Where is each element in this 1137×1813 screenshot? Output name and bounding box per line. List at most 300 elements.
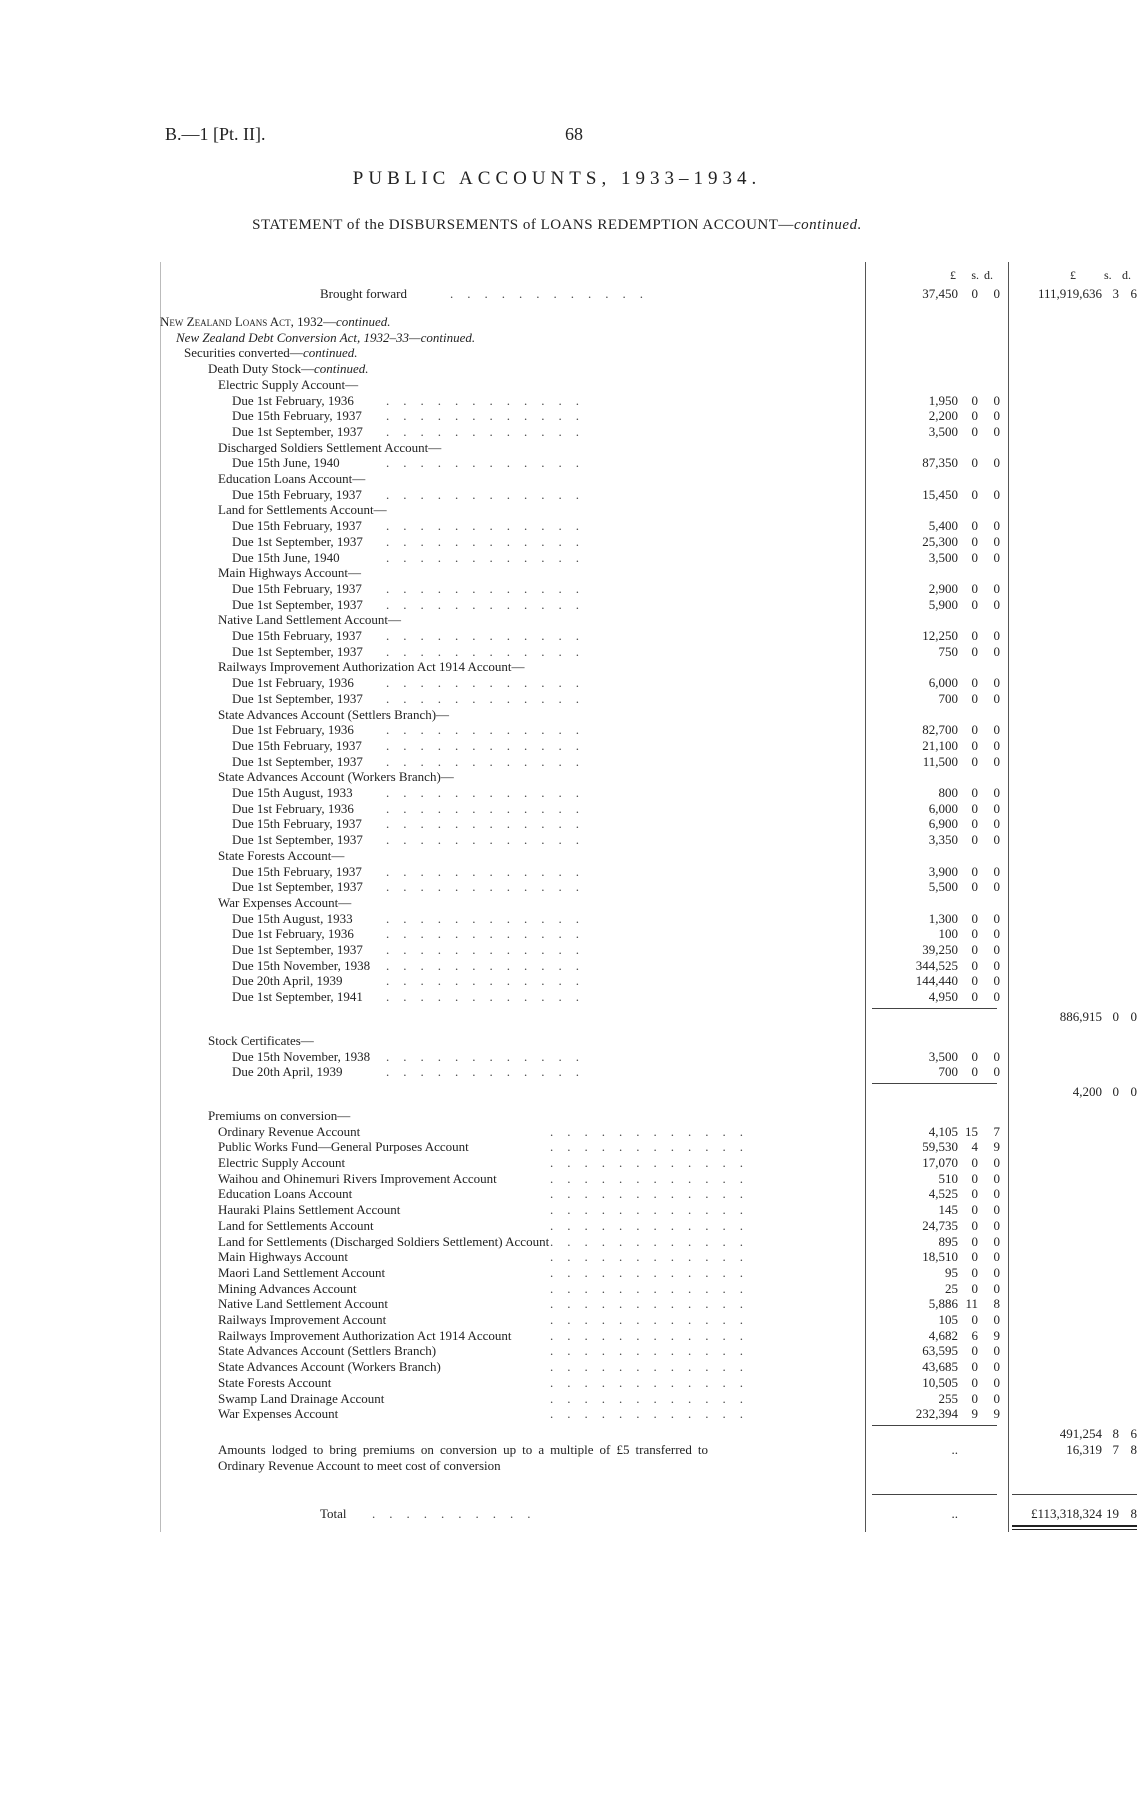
- table-row: [160, 1139, 1000, 1155]
- amount-pence: 0: [993, 816, 1000, 832]
- amount-pounds: 5,900: [928, 596, 958, 612]
- amount-pounds: 1,300: [928, 910, 958, 926]
- amount-pounds: 3,900: [928, 863, 958, 879]
- table-row: [160, 1390, 1000, 1407]
- table-row: [160, 518, 1000, 534]
- leader-dots: ............: [550, 1155, 757, 1170]
- row-label: Due 1st September, 1937: [232, 832, 363, 848]
- section-heading: [160, 440, 977, 456]
- amount-shillings: 0: [971, 722, 978, 738]
- row-label: Due 15th June, 1940: [232, 455, 340, 471]
- amount-pence: 0: [993, 423, 1000, 439]
- amount-pence: 0: [993, 800, 1000, 816]
- amount-pounds: 95: [945, 1264, 958, 1280]
- amount-shillings: 4: [971, 1139, 978, 1155]
- amount-pence: 0: [993, 486, 1000, 502]
- amount-pounds: 4,105: [928, 1123, 958, 1139]
- amount-pence: 0: [993, 1390, 1000, 1406]
- row-label: State Advances Account (Workers Branch): [218, 1359, 441, 1375]
- amount-pence: 9: [993, 1139, 1000, 1155]
- row-label: Waihou and Ohinemuri Rivers Improvement Account: [218, 1170, 497, 1186]
- amount-shillings: 0: [971, 863, 978, 879]
- table-row: [160, 1296, 1000, 1312]
- row-label: Main Highways Account—: [218, 565, 361, 581]
- amount-shillings: 0: [971, 832, 978, 848]
- amount-pence: 0: [993, 518, 1000, 534]
- amount-shillings: 15: [965, 1123, 978, 1139]
- table-row: [160, 1048, 1000, 1065]
- row-label: Due 1st February, 1936: [232, 800, 354, 816]
- row-label: Due 20th April, 1939: [232, 1064, 343, 1080]
- leader-dots: ............: [386, 392, 593, 408]
- amount-pounds: 232,394: [915, 1406, 958, 1422]
- leader-dots: ............: [550, 1264, 757, 1280]
- row-label: Due 15th November, 1938: [232, 957, 371, 973]
- total-rule-a: [872, 1494, 997, 1495]
- amount-pounds: 510: [938, 1170, 958, 1186]
- amount-pounds: 18,510: [922, 1249, 958, 1265]
- row-label: Due 1st September, 1937: [232, 423, 363, 439]
- amount-pence: 0: [993, 1064, 1000, 1080]
- row-label: Due 1st September, 1937: [232, 596, 363, 612]
- table-row: [160, 1359, 1000, 1375]
- amount-pounds: 12,250: [922, 628, 958, 643]
- lodged-a-dots: ..: [951, 1442, 958, 1457]
- table-row: [160, 486, 1000, 503]
- row-label: Due 15th February, 1937: [232, 486, 362, 502]
- subtotal-pounds: 491,254: [1059, 1426, 1102, 1442]
- row-label: Due 1st September, 1941: [232, 989, 363, 1005]
- amount-pounds: 6,900: [928, 816, 958, 832]
- lodged-b-pounds: 16,319: [1066, 1442, 1102, 1457]
- amount-shillings: 0: [971, 675, 978, 691]
- row-label: War Expenses Account—: [218, 894, 352, 910]
- total-double-rule: [1012, 1525, 1137, 1527]
- amount-pounds: 3,350: [928, 832, 958, 848]
- lodged-text: Amounts lodged to bring premiums on conversion up to a multiple of £5 transferred to Ordinary Revenue Account to meet cost of conversion: [218, 1442, 708, 1473]
- amount-pence: 9: [993, 1327, 1000, 1343]
- bf-a-shillings: 0: [971, 286, 978, 301]
- amount-pence: 0: [993, 392, 1000, 408]
- table-row: [160, 1343, 1000, 1359]
- continued-label: continued.: [336, 314, 391, 329]
- leader-dots: ............: [386, 785, 593, 800]
- amount-shillings: 0: [971, 910, 978, 926]
- row-label: Discharged Soldiers Settlement Account—: [218, 439, 442, 455]
- leader-dots: ............: [386, 1064, 593, 1080]
- row-label: Ordinary Revenue Account: [218, 1123, 361, 1139]
- amount-pounds: 144,440: [915, 973, 958, 989]
- row-label: State Forests Account: [218, 1374, 332, 1390]
- amount-pounds: 4,950: [928, 989, 958, 1005]
- leader-dots: ............: [386, 486, 593, 502]
- leader-dots: ............: [386, 816, 593, 832]
- statement-table: [160, 262, 1137, 1532]
- table-row: [160, 957, 1000, 974]
- leader-dots: ............: [550, 1327, 757, 1343]
- table-row: [160, 1374, 1000, 1391]
- section-heading: [160, 769, 977, 785]
- table-row: [160, 690, 1000, 707]
- leader-dots: ............: [386, 549, 593, 565]
- amount-shillings: 0: [971, 690, 978, 706]
- row-label: Railways Improvement Authorization Act 1914 Account—: [218, 659, 525, 675]
- total-b-shillings: 19: [1106, 1506, 1119, 1521]
- leader-dots: ............: [386, 926, 593, 942]
- leader-dots: ............: [386, 580, 593, 596]
- leader-dots: ............: [550, 1280, 757, 1296]
- subtotal-shillings: 0: [1112, 1009, 1119, 1025]
- leader-dots: ............: [550, 1186, 757, 1202]
- row-label: State Advances Account (Workers Branch)—: [218, 769, 454, 785]
- amount-pounds: 43,685: [922, 1359, 958, 1375]
- amount-pounds: 3,500: [928, 549, 958, 565]
- table-row: [160, 1264, 1000, 1281]
- leader-dots: ............: [386, 737, 593, 753]
- row-label: Public Works Fund—General Purposes Account: [218, 1139, 469, 1155]
- section-heading: [160, 361, 977, 377]
- leader-dots: ............: [450, 286, 657, 301]
- subtotal-shillings: 8: [1112, 1426, 1119, 1442]
- amount-shillings: 0: [971, 785, 978, 800]
- leader-dots: ............: [386, 628, 593, 643]
- amount-pence: 0: [993, 628, 1000, 643]
- row-label: Due 20th April, 1939: [232, 973, 343, 989]
- brought-forward-row: [160, 286, 1137, 302]
- amount-pounds: 6,000: [928, 800, 958, 816]
- row-label: War Expenses Account: [218, 1406, 339, 1422]
- amount-pence: 0: [993, 408, 1000, 424]
- row-label: Due 15th August, 1933: [232, 910, 353, 926]
- bf-b-pence: 6: [1130, 286, 1137, 301]
- amount-pounds: 11,500: [922, 753, 958, 769]
- amount-pence: 0: [993, 1374, 1000, 1390]
- row-label: New Zealand Debt Conversion Act, 1932–33—continued.: [176, 329, 476, 345]
- leader-dots: ............: [550, 1249, 757, 1265]
- table-row: [160, 942, 1000, 958]
- table-row: [160, 1186, 1000, 1202]
- amount-pence: 0: [993, 1312, 1000, 1327]
- amount-shillings: 0: [971, 737, 978, 753]
- row-label: Electric Supply Account: [218, 1155, 346, 1170]
- section-heading: [160, 502, 977, 518]
- row-label: Securities converted—: [184, 345, 303, 361]
- bf-b-pounds: 111,919,636: [1037, 286, 1102, 301]
- amount-pence: 0: [993, 863, 1000, 879]
- amount-shillings: 0: [971, 942, 978, 957]
- amount-shillings: 0: [971, 1217, 978, 1233]
- amount-pence: 0: [993, 973, 1000, 989]
- continued-label: continued.: [303, 345, 358, 361]
- amount-shillings: 0: [971, 753, 978, 769]
- amount-shillings: 0: [971, 628, 978, 643]
- leader-dots: ............: [386, 879, 593, 895]
- leader-dots: ............: [386, 1048, 593, 1064]
- amount-shillings: 0: [971, 643, 978, 659]
- row-label: Education Loans Account: [218, 1186, 353, 1202]
- amount-pence: 0: [993, 596, 1000, 612]
- table-row: [160, 533, 1000, 550]
- amount-pence: 0: [993, 737, 1000, 753]
- total-double-rule-2: [1012, 1529, 1137, 1530]
- amount-pounds: 700: [938, 690, 958, 706]
- amount-pence: 0: [993, 1155, 1000, 1170]
- amount-pence: 0: [993, 722, 1000, 738]
- amount-pence: 0: [993, 1170, 1000, 1186]
- amount-pounds: 895: [938, 1233, 958, 1249]
- row-label: Due 15th November, 1938: [232, 1048, 371, 1064]
- table-row: [160, 1064, 1000, 1080]
- row-label: State Advances Account (Settlers Branch): [218, 1343, 437, 1359]
- amount-pounds: 344,525: [915, 957, 958, 973]
- amount-pounds: 6,000: [928, 675, 958, 691]
- leader-dots: ............: [386, 675, 593, 691]
- table-row: [160, 1217, 1000, 1234]
- amount-pence: 0: [993, 690, 1000, 706]
- section-heading: [160, 345, 977, 361]
- table-row: [160, 879, 1000, 895]
- amount-shillings: 0: [971, 957, 978, 973]
- amount-shillings: 0: [971, 1249, 978, 1265]
- amount-shillings: 0: [971, 1064, 978, 1080]
- amount-shillings: 0: [971, 1280, 978, 1296]
- leader-dots: ............: [550, 1202, 757, 1218]
- col-pounds-a: £: [950, 268, 956, 282]
- row-label: Due 1st September, 1937: [232, 690, 363, 706]
- leader-dots: ............: [386, 753, 593, 769]
- leader-dots: ............: [386, 973, 593, 989]
- table-row: [160, 753, 1000, 770]
- row-label: Due 15th February, 1937: [232, 816, 362, 832]
- amount-pence: 9: [993, 1406, 1000, 1422]
- row-label: Due 1st September, 1937: [232, 533, 363, 549]
- row-label: Native Land Settlement Account—: [218, 612, 402, 628]
- amount-pounds: 750: [938, 643, 958, 659]
- section-heading: [160, 565, 977, 581]
- subtotal-row: [160, 1084, 1137, 1100]
- row-label: Premiums on conversion—: [208, 1107, 351, 1123]
- col-shillings-b: s.: [1104, 268, 1112, 282]
- leader-dots: ............: [550, 1390, 757, 1406]
- amount-pounds: 700: [938, 1064, 958, 1080]
- amount-pence: 0: [993, 1343, 1000, 1359]
- amount-pence: 0: [993, 879, 1000, 895]
- section-heading: [160, 895, 977, 911]
- leader-dots: ............: [386, 989, 593, 1005]
- table-row: [160, 675, 1000, 691]
- row-label: Hauraki Plains Settlement Account: [218, 1202, 401, 1218]
- amount-pounds: 25: [945, 1280, 958, 1296]
- page-title: PUBLIC ACCOUNTS, 1933–1934.: [352, 168, 762, 189]
- amount-pence: 0: [993, 753, 1000, 769]
- amount-shillings: 0: [971, 1186, 978, 1202]
- subtotal-row: [160, 1009, 1137, 1025]
- amount-shillings: 0: [971, 973, 978, 989]
- subtotal-shillings: 0: [1112, 1084, 1119, 1100]
- amount-pence: 0: [993, 1280, 1000, 1296]
- amount-shillings: 0: [971, 1312, 978, 1327]
- row-label: Maori Land Settlement Account: [218, 1264, 386, 1280]
- leader-dots: ............: [550, 1312, 757, 1327]
- table-row: [160, 800, 1000, 817]
- table-row: [160, 816, 1000, 832]
- row-label: Due 15th February, 1937: [232, 628, 362, 643]
- leader-dots: ............: [386, 423, 593, 439]
- row-label: Due 1st September, 1937: [232, 942, 363, 957]
- total-label: Total: [320, 1506, 347, 1521]
- amount-pounds: 25,300: [922, 533, 958, 549]
- table-row: [160, 643, 1000, 660]
- amount-shillings: 9: [971, 1406, 978, 1422]
- amount-pence: 0: [993, 926, 1000, 942]
- table-row: [160, 737, 1000, 754]
- amount-shillings: 0: [971, 533, 978, 549]
- section-heading: [160, 1033, 977, 1049]
- total-b-pounds: £113,318,324: [1030, 1506, 1102, 1521]
- amount-pounds: 5,886: [928, 1296, 958, 1312]
- lodged-b-shillings: 7: [1112, 1442, 1119, 1457]
- amount-pounds: 39,250: [922, 942, 958, 957]
- amount-pounds: 10,505: [922, 1374, 958, 1390]
- amount-pence: 0: [993, 1186, 1000, 1202]
- table-row: [160, 1170, 1000, 1187]
- amount-shillings: 0: [971, 1343, 978, 1359]
- row-label: Due 15th February, 1937: [232, 408, 362, 424]
- amount-pence: 0: [993, 910, 1000, 926]
- leader-dots: ............: [550, 1123, 757, 1139]
- row-label: Main Highways Account: [218, 1249, 348, 1265]
- amount-shillings: 6: [971, 1327, 978, 1343]
- row-label: Due 1st September, 1937: [232, 879, 363, 895]
- subtotal-pence: 0: [1130, 1009, 1137, 1025]
- table-row: [160, 1123, 1000, 1140]
- row-label: Due 1st September, 1937: [232, 753, 363, 769]
- section-heading: [160, 377, 977, 393]
- table-row: [160, 580, 1000, 597]
- amount-pounds: 15,450: [922, 486, 958, 502]
- amount-pence: 0: [993, 957, 1000, 973]
- statement-subtitle: [0, 217, 1114, 234]
- table-row: [160, 785, 1000, 801]
- amount-pounds: 145: [938, 1202, 958, 1218]
- leader-dots: ............: [386, 643, 593, 659]
- amount-pence: 0: [993, 832, 1000, 848]
- table-row: [160, 628, 1000, 644]
- col-pence-b: d.: [1122, 268, 1131, 282]
- amount-shillings: 0: [971, 1170, 978, 1186]
- amount-pounds: 105: [938, 1312, 958, 1327]
- section-heading: [160, 707, 977, 723]
- table-row: [160, 549, 1000, 566]
- section-heading: [160, 330, 977, 346]
- amount-pounds: 63,595: [922, 1343, 958, 1359]
- leader-dots: ............: [550, 1343, 757, 1359]
- row-label: Education Loans Account—: [218, 471, 366, 486]
- section-heading: [160, 314, 977, 330]
- table-row: [160, 1233, 1000, 1250]
- section-heading: [160, 471, 977, 487]
- amount-shillings: 0: [971, 455, 978, 471]
- row-label: Due 1st February, 1936: [232, 392, 354, 408]
- table-row: [160, 926, 1000, 942]
- amount-pence: 0: [993, 1249, 1000, 1265]
- amount-pounds: 3,500: [928, 1048, 958, 1064]
- amount-shillings: 0: [971, 423, 978, 439]
- amount-shillings: 0: [971, 486, 978, 502]
- amount-pence: 0: [993, 1233, 1000, 1249]
- row-label: Land for Settlements Account—: [218, 502, 387, 518]
- amount-pounds: 100: [938, 926, 958, 942]
- total-row: [160, 1506, 1137, 1522]
- subtitle-continued: continued.: [793, 217, 862, 233]
- amount-shillings: 0: [971, 879, 978, 895]
- leader-dots: ............: [550, 1359, 757, 1375]
- section-heading: [160, 659, 977, 675]
- leader-dots: ............: [550, 1233, 757, 1249]
- amount-pounds: 4,525: [928, 1186, 958, 1202]
- subtotal-pounds: 886,915: [1059, 1009, 1102, 1025]
- table-row: [160, 973, 1000, 989]
- table-row: [160, 1406, 1000, 1422]
- leader-dots: ............: [550, 1217, 757, 1233]
- table-row: [160, 392, 1000, 409]
- amount-pounds: 21,100: [922, 737, 958, 753]
- amount-pence: 0: [993, 455, 1000, 471]
- table-row: [160, 1312, 1000, 1328]
- total-rule-b: [1012, 1494, 1137, 1495]
- amount-shillings: 0: [971, 1390, 978, 1406]
- amount-pounds: 2,900: [928, 580, 958, 596]
- leader-dots: ............: [386, 518, 593, 534]
- leader-dots: ............: [386, 722, 593, 738]
- subtotal-pence: 6: [1130, 1426, 1137, 1442]
- leader-dots: ............: [386, 942, 593, 957]
- row-label: Stock Certificates—: [208, 1032, 314, 1048]
- leader-dots: ............: [386, 863, 593, 879]
- amount-pence: 0: [993, 675, 1000, 691]
- amount-pounds: 24,735: [922, 1217, 958, 1233]
- row-label: Due 15th February, 1937: [232, 518, 362, 534]
- amount-pounds: 59,530: [922, 1139, 958, 1155]
- amount-shillings: 0: [971, 1264, 978, 1280]
- col-pence-a: d.: [984, 268, 993, 282]
- leader-dots: ............: [386, 800, 593, 816]
- amount-pence: 0: [993, 1048, 1000, 1064]
- amount-pounds: 5,400: [928, 518, 958, 534]
- section-heading: [160, 612, 977, 628]
- amount-pence: 8: [993, 1296, 1000, 1312]
- table-row: [160, 423, 1000, 440]
- amount-shillings: 0: [971, 1202, 978, 1218]
- leader-dots: ............: [550, 1374, 757, 1390]
- table-row: [160, 1155, 1000, 1171]
- amount-shillings: 0: [971, 408, 978, 424]
- row-label: State Forests Account—: [218, 847, 345, 863]
- table-row: [160, 910, 1000, 927]
- amount-pounds: 3,500: [928, 423, 958, 439]
- amount-shillings: 0: [971, 1155, 978, 1170]
- amount-shillings: 0: [971, 580, 978, 596]
- amount-pence: 0: [993, 580, 1000, 596]
- amount-pence: 0: [993, 533, 1000, 549]
- col-shillings-a: s.: [971, 268, 979, 282]
- row-label: Due 15th February, 1937: [232, 863, 362, 879]
- column-rule-2: [1008, 262, 1009, 1532]
- amount-pence: 0: [993, 785, 1000, 800]
- table-row: [160, 596, 1000, 613]
- total-b-pence: 8: [1130, 1506, 1137, 1521]
- amount-pence: 0: [993, 1264, 1000, 1280]
